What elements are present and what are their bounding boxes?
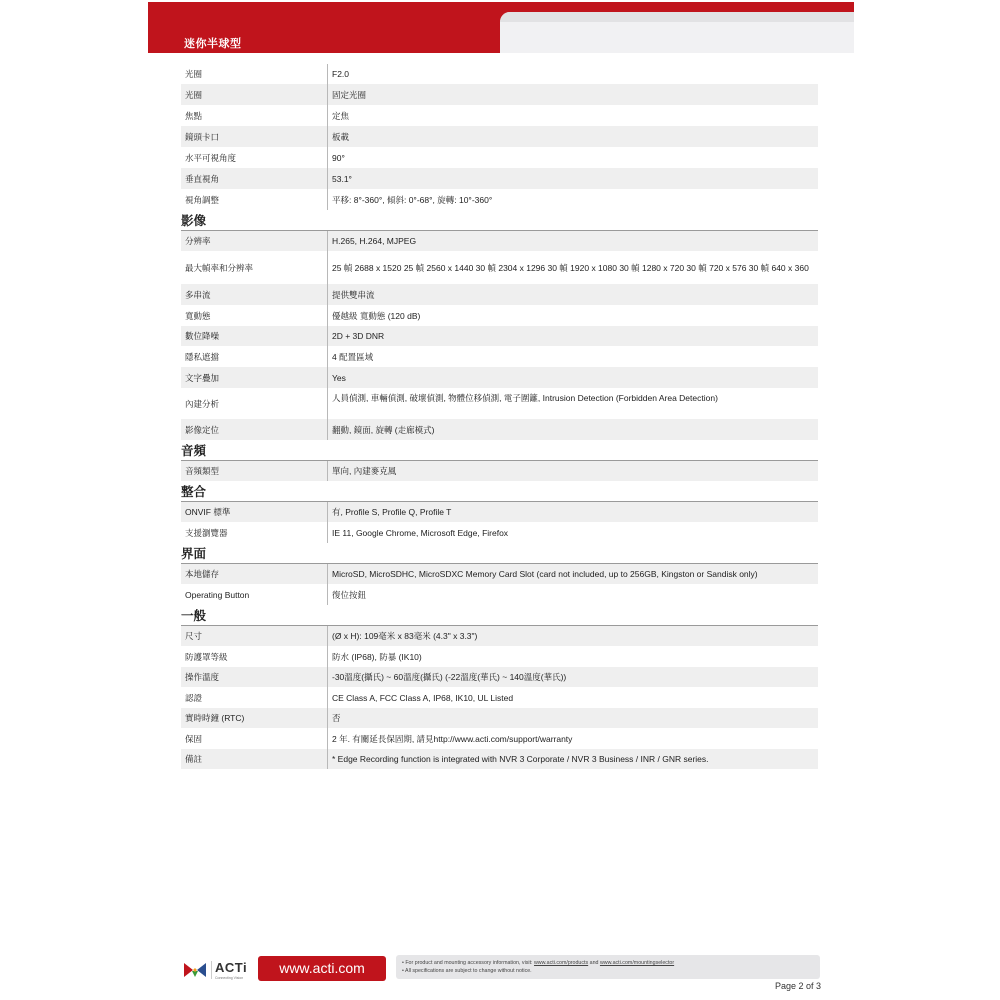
spec-row: [181, 584, 818, 605]
spec-row: [181, 251, 818, 284]
spec-value: CE Class A, FCC Class A, IP68, IK10, UL Listed: [327, 687, 818, 708]
logo-tagline: Connecting Vision: [215, 976, 244, 980]
section-heading-general: 一般: [181, 607, 818, 626]
spec-value: H.265, H.264, MJPEG: [327, 231, 818, 251]
spec-label: 保固: [185, 733, 203, 744]
spec-value: 平移: 8°-360°, 傾斜: 0°-68°, 旋轉: 10°-360°: [327, 189, 818, 210]
spec-table: [181, 64, 818, 769]
products-link[interactable]: www.acti.com/products: [533, 960, 589, 966]
spec-row: [181, 168, 818, 189]
spec-label: 尺寸: [185, 631, 203, 641]
spec-label: 多串流: [185, 289, 211, 300]
page-number: Page 2 of 3: [774, 981, 821, 991]
spec-label: 支援瀏覽器: [185, 527, 228, 538]
spec-label: 音頻類型: [185, 466, 220, 476]
spec-label: 操作溫度: [185, 672, 220, 682]
spec-row: [181, 502, 818, 522]
spec-label: 內建分析: [185, 398, 220, 409]
section-heading-integration: 整合: [181, 483, 818, 502]
spec-row: [181, 189, 818, 210]
mounting-selector-link[interactable]: www.acti.com/mountingselector: [599, 960, 675, 966]
spec-label: 鏡頭卡口: [185, 131, 220, 142]
spec-value: 優越級 寬動態 (120 dB): [327, 305, 818, 326]
spec-row: [181, 667, 818, 687]
spec-label: 視角調整: [185, 194, 220, 205]
spec-row: [181, 708, 818, 728]
header-banner: [148, 2, 854, 53]
spec-label: 本地儲存: [185, 569, 220, 579]
note-text: and: [588, 960, 600, 966]
spec-value: IE 11, Google Chrome, Microsoft Edge, Firefox: [327, 522, 818, 543]
spec-row: [181, 326, 818, 346]
spec-row: [181, 231, 818, 251]
spec-label: Operating Button: [185, 589, 250, 600]
spec-row: [181, 388, 818, 419]
spec-value: F2.0: [327, 64, 818, 84]
logo-text: ACTi: [215, 960, 248, 975]
acti-logo-mark-icon: [184, 962, 206, 978]
banner-gray-panel-top: [500, 12, 854, 22]
spec-label: 焦點: [185, 110, 203, 121]
spec-label: 分辨率: [185, 236, 211, 246]
spec-label: 光圈: [185, 69, 203, 79]
spec-row: [181, 84, 818, 105]
spec-row: [181, 147, 818, 168]
spec-value: -30溫度(攝氏) ~ 60溫度(攝氏) (-22溫度(華氏) ~ 140溫度(華氏)): [327, 667, 818, 687]
spec-value: (Ø x H): 109毫米 x 83毫米 (4.3" x 3.3"): [327, 626, 818, 646]
spec-value: 單向, 內建麥克風: [327, 461, 818, 481]
spec-label: 實時時鐘 (RTC): [185, 713, 245, 723]
spec-row: [181, 564, 818, 584]
section-heading-interface: 界面: [181, 545, 818, 564]
spec-value: 固定光圈: [327, 84, 818, 105]
spec-label: ONVIF 標準: [185, 507, 231, 517]
spec-value: 53.1°: [327, 168, 818, 189]
spec-value: 定焦: [327, 105, 818, 126]
acti-logo: [184, 958, 254, 982]
section-heading-audio: 音頻: [181, 442, 818, 461]
spec-value: 否: [327, 708, 818, 728]
spec-value: 25 幀 2688 x 1520 25 幀 2560 x 1440 30 幀 2304 x 1296 30 幀 1920 x 1080 30 幀 1280 x 720 30 幀 720 x 576 30 幀 640 x 360: [327, 251, 818, 284]
spec-row: [181, 346, 818, 367]
spec-row: [181, 728, 818, 749]
spec-label: 防護罩等級: [185, 651, 228, 662]
spec-row: [181, 522, 818, 543]
spec-label: 文字疊加: [185, 372, 220, 383]
spec-row: [181, 105, 818, 126]
spec-label: 影像定位: [185, 424, 220, 435]
spec-value: 防水 (IP68), 防暴 (IK10): [327, 646, 818, 667]
spec-label: 認證: [185, 692, 203, 703]
section-heading-video: 影像: [181, 212, 818, 231]
spec-value: 翻動, 鏡面, 旋轉 (走廊模式): [327, 419, 818, 440]
spec-label: 水平可視角度: [185, 152, 237, 163]
spec-value: 2D + 3D DNR: [327, 326, 818, 346]
spec-label: 備註: [185, 754, 203, 764]
spec-label: 數位降噪: [185, 331, 220, 341]
spec-row: [181, 687, 818, 708]
footer-note-line2: • All specifications are subject to change without notice.: [402, 968, 532, 974]
spec-row: [181, 284, 818, 305]
spec-label: 光圈: [185, 89, 203, 100]
spec-label: 垂直視角: [185, 173, 220, 184]
spec-row: [181, 749, 818, 769]
spec-row: [181, 461, 818, 481]
spec-row: [181, 626, 818, 646]
spec-value: 板載: [327, 126, 818, 147]
spec-row: [181, 367, 818, 388]
footer-note-line1: [402, 959, 814, 967]
website-link-button[interactable]: www.acti.com: [258, 956, 386, 981]
spec-label: 隱私遮擋: [185, 351, 220, 362]
spec-value: 提供雙串流: [327, 284, 818, 305]
page-title: 迷你半球型: [184, 38, 242, 50]
spec-value: 人員偵測, 車輛偵測, 破壞偵測, 物體位移偵測, 電子圍籬, Intrusion Detection (Forbidden Area Detection): [327, 388, 818, 419]
spec-value: Yes: [327, 367, 818, 388]
spec-label: 最大幀率和分辨率: [185, 262, 254, 273]
spec-value: MicroSD, MicroSDHC, MicroSDXC Memory Card Slot (card not included, up to 256GB, Kingston or Sandisk only): [327, 564, 818, 584]
spec-value: 有, Profile S, Profile Q, Profile T: [327, 502, 818, 522]
spec-row: [181, 419, 818, 440]
spec-value: 復位按鈕: [327, 584, 818, 605]
logo-divider: [211, 961, 212, 979]
footer-notes: [396, 955, 820, 979]
note-text: • For product and mounting accessory information, visit:: [402, 960, 534, 966]
spec-value: * Edge Recording function is integrated with NVR 3 Corporate / NVR 3 Business / INR / GNR series.: [327, 749, 818, 769]
spec-row: [181, 64, 818, 84]
spec-value: 90°: [327, 147, 818, 168]
spec-value: 2 年. 有關延長保固期, 請見http://www.acti.com/support/warranty: [327, 728, 818, 749]
spec-row: [181, 305, 818, 326]
spec-row: [181, 126, 818, 147]
spec-value: 4 配置區域: [327, 346, 818, 367]
spec-label: 寬動態: [185, 310, 211, 321]
spec-row: [181, 646, 818, 667]
